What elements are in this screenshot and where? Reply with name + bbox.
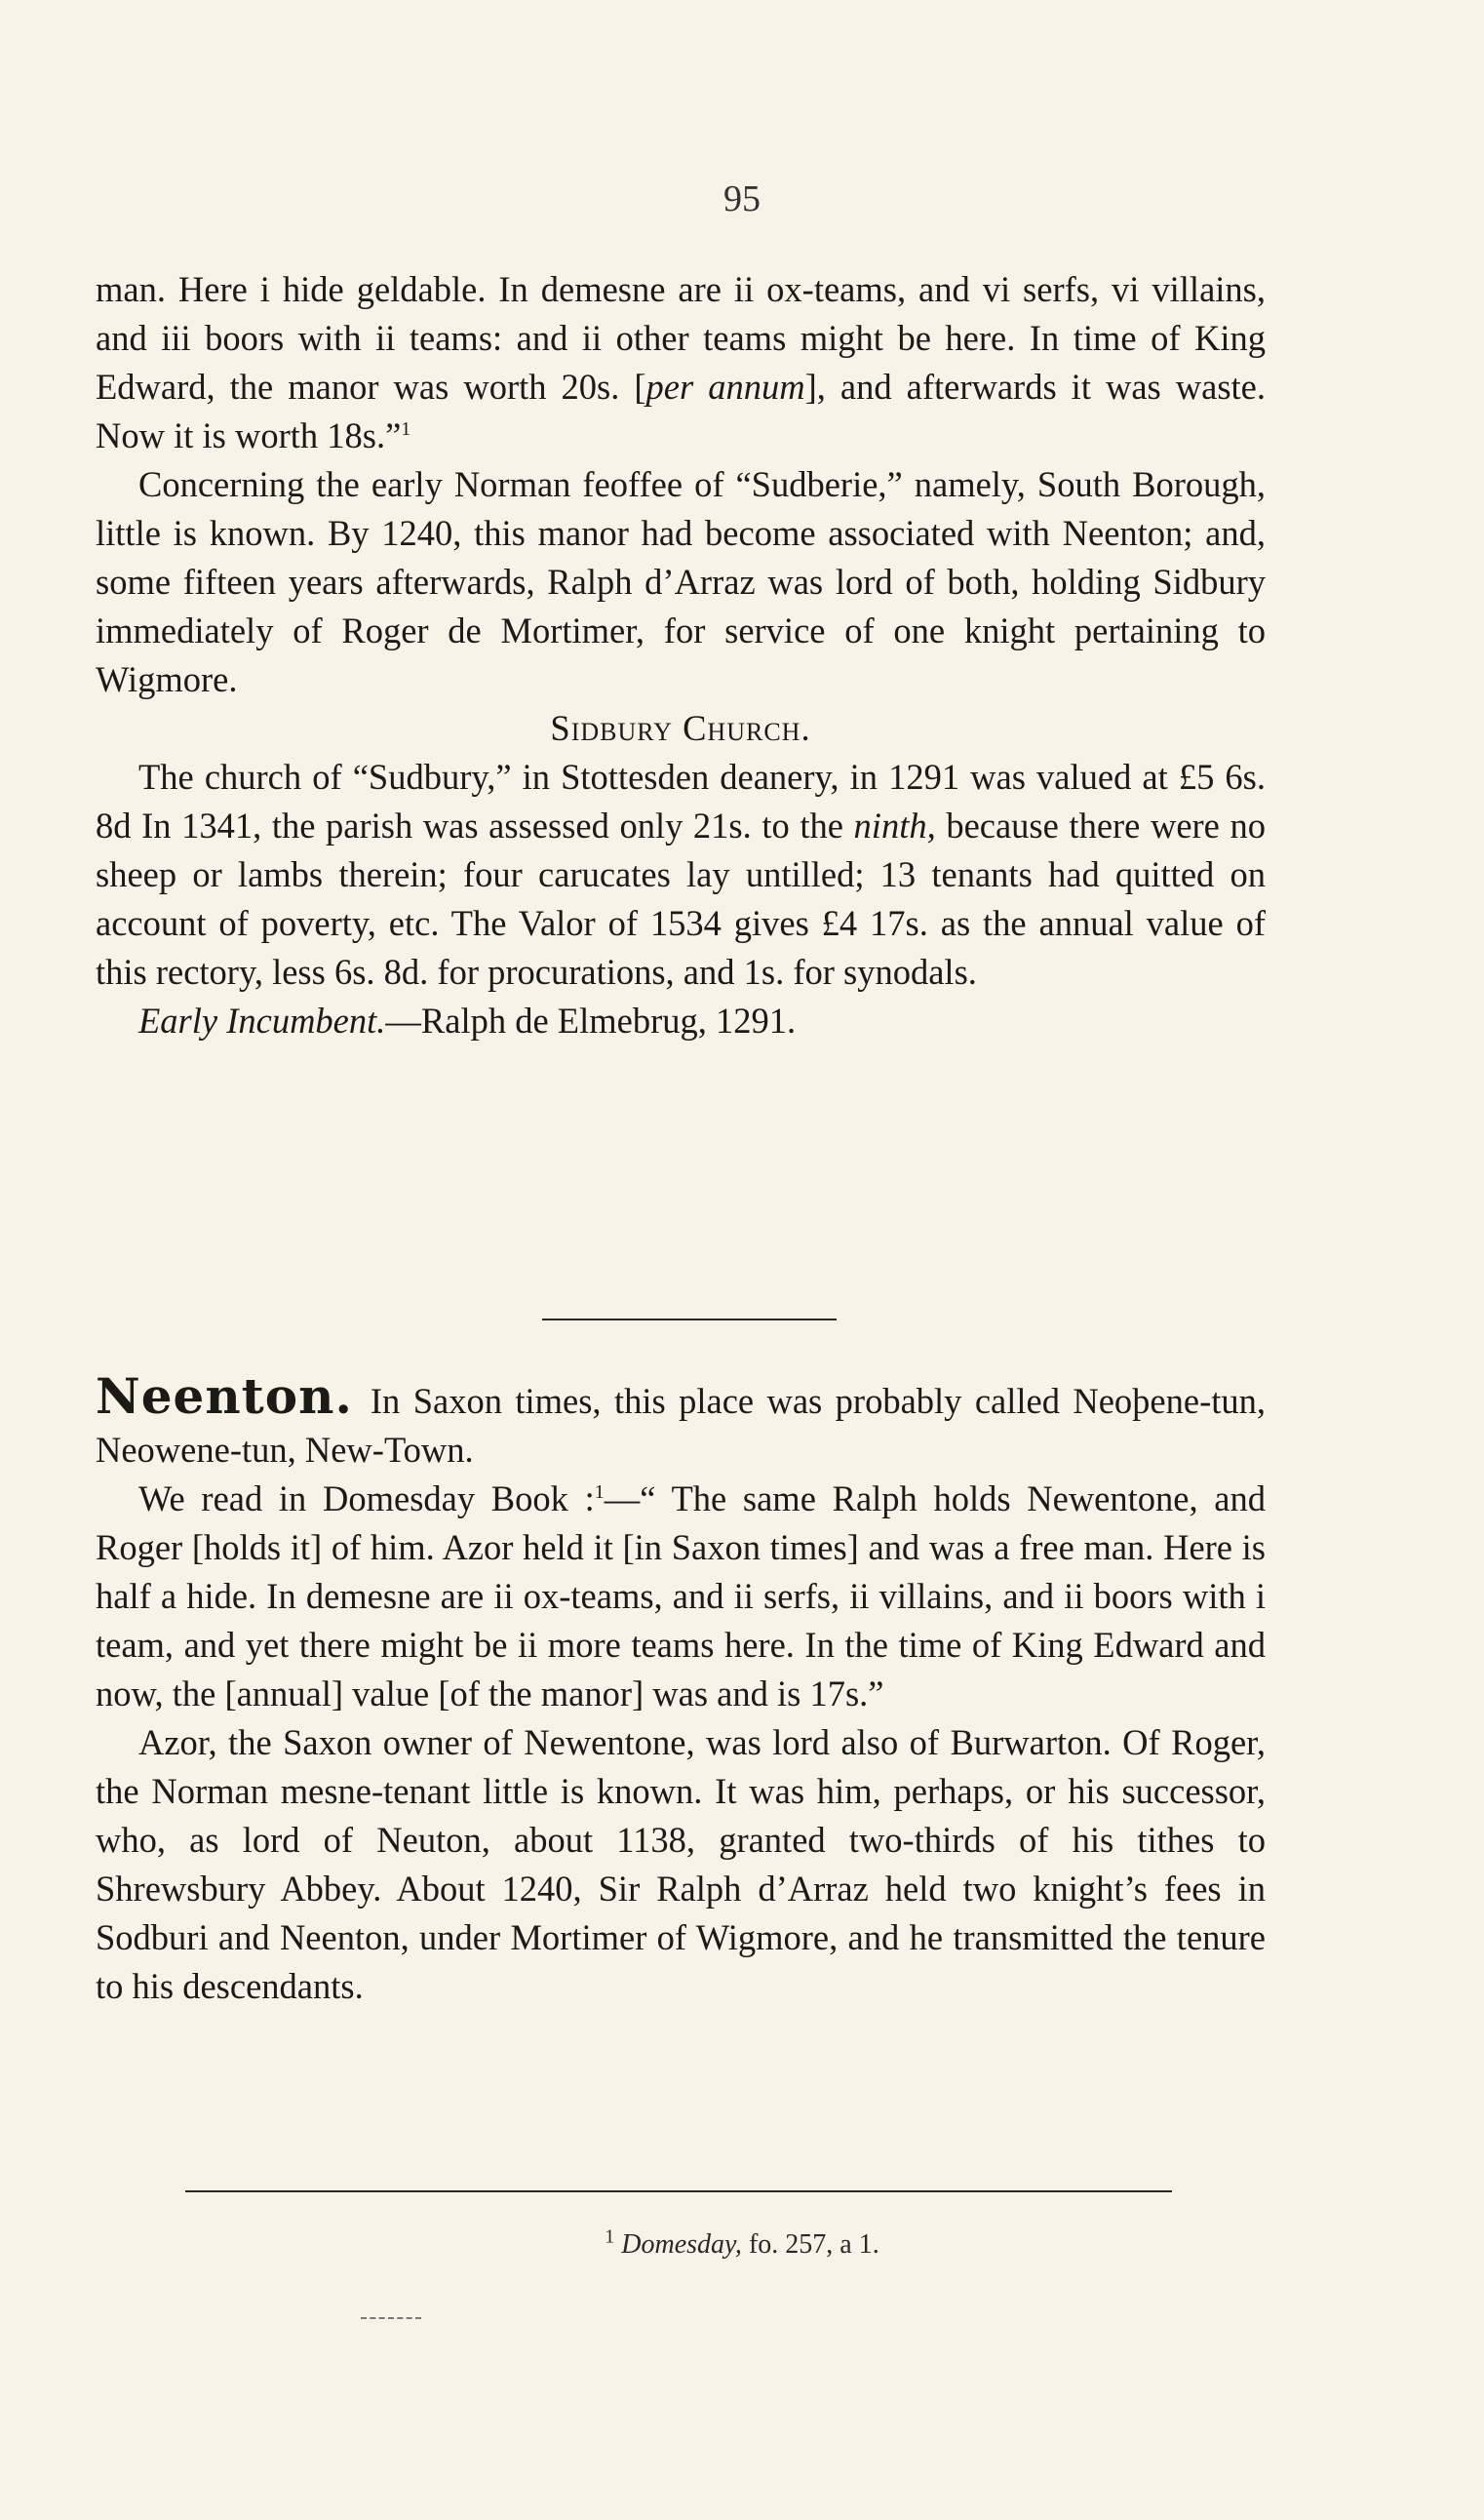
footnote-ref: 1: [401, 417, 411, 440]
page-number: 95: [723, 178, 761, 219]
sudbury-section: [96, 265, 1266, 1045]
footnote-rule: [185, 2190, 1172, 2192]
early-incumbent-line: Early Incumbent.—Ralph de Elmebrug, 1291.: [138, 1001, 797, 1041]
sidbury-church-heading: Sidbury Church.: [550, 708, 811, 748]
section-divider: [542, 1319, 837, 1320]
neenton-title: Neenton.: [96, 1367, 353, 1425]
norman-feoffee-paragraph: Concerning the early Norman feoffee of “Sudberie,” namely, South Borough, little is known. By 1240, this manor had become associated with Neenton; and, some fifteen years afterwards, Ralph d’Arraz was lord of both, holding Sidbury immediately of Roger de Mortimer, for service of one knight pertaining to Wigmore.: [96, 464, 1266, 699]
footnote-ref: 1: [594, 1480, 605, 1503]
azor-roger-paragraph: Azor, the Saxon owner of Newentone, was lord also of Burwarton. Of Roger, the Norman mesne-tenant little is known. It was him, perhaps, or his successor, who, as lord of Neuton, about 1138, granted two-thirds of his tithes to Shrewsbury Abbey. About 1240, Sir Ralph d’Arraz held two knight’s fees in Sodburi and Neenton, under Mortimer of Wigmore, and he transmitted the tenure to his descendants.: [96, 1722, 1266, 2006]
printer-mark: [361, 2317, 421, 2319]
church-valuation-paragraph: The church of “Sudbury,” in Stottesden deanery, in 1291 was valued at £5 6s. 8d In 1341, the parish was assessed only 21s. to the ninth, because there were no sheep or lambs therein; four carucates lay untilled; 13 tenants had quitted on account of poverty, etc. The Valor of 1534 gives £4 17s. as the annual value of this rectory, less 6s. 8d. for procurations, and 1s. for synodals.: [96, 757, 1266, 992]
footnote: $^1$ Domesday, fo. 257, a 1.: [605, 2225, 879, 2260]
neenton-intro-paragraph: Neenton. In Saxon times, this place was probably called Neoþene-tun, Neowene-tun, New-Town.: [96, 1367, 1266, 1470]
domesday-quote-continuation: man. Here i hide geldable. In demesne are ii ox-teams, and vi serfs, vi villains, and iii boors with ii teams: and ii other teams might be here. In time of King Edward, the manor was worth 20s. [per annum], and afterwards it was waste. Now it is worth 18s.”$^1$: [96, 269, 1267, 455]
domesday-entry-paragraph: We read in Domesday Book :$^1$—“ The same Ralph holds Newentone, and Roger [holds it] of him. Azor held it [in Saxon times] and was a free man. Here is half a hide. In demesne are ii ox-teams, and ii serfs, ii villains, and ii boors with i team, and yet there might be ii more teams here. In the time of King Edward and now, the [annual] value [of the manor] was and is 17s.”: [96, 1478, 1266, 1713]
neenton-section: [96, 1367, 1266, 2011]
